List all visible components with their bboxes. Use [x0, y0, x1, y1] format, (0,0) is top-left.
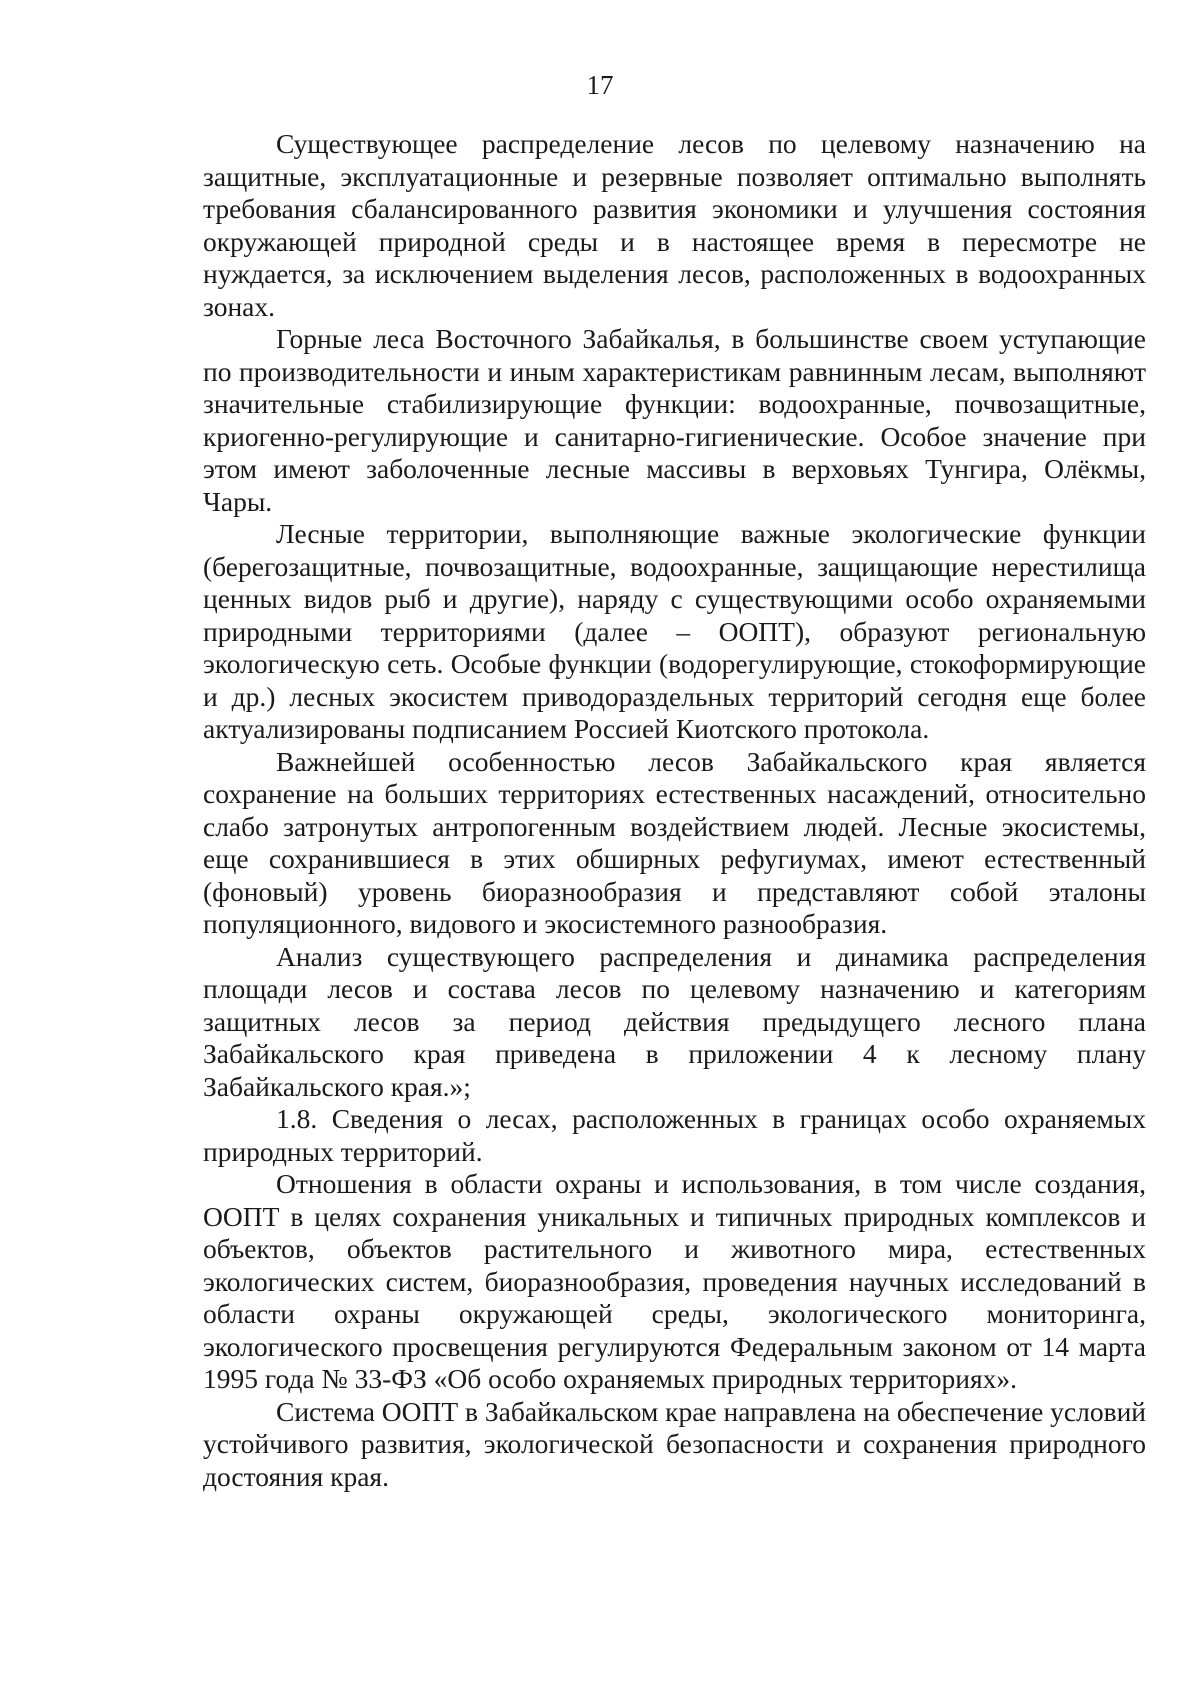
paragraph-mountain-forests: Горные леса Восточного Забайкалья, в большинстве своем уступающие по производительности и иным характеристикам равнинным лесам, выполняют значительные стабилизирующие функции: водоохранные, почвозащитные, криогенно-регулирующие и санитарно-гигиенические. Особое значение при этом имеют заболоченные лесные массивы в верховьях Тунгира, Олёкмы, Чары. [203, 323, 1146, 517]
document-body [203, 128, 1146, 1493]
section-heading-1-8: 1.8. Сведения о лесах, расположенных в границах особо охраняемых природных территорий. [203, 1103, 1146, 1167]
paragraph-ecological-network: Лесные территории, выполняющие важные экологические функции (берегозащитные, почвозащитные, водоохранные, защищающие нерестилища ценных видов рыб и другие), наряду с существующими особо охраняемыми природными территориями (далее – ООПТ), образуют региональную экологическую сеть. Особые функции (водорегулирующие, стокоформирующие и др.) лесных экосистем приводораздельных территорий сегодня еще более актуализированы подписанием Россией Киотского протокола. [203, 518, 1146, 744]
page-number: 17 [586, 70, 614, 100]
paragraph-oopt-system: Система ООПТ в Забайкальском крае направлена на обеспечение условий устойчивого развития, экологической безопасности и сохранения природного достояния края. [203, 1395, 1147, 1492]
paragraph-natural-stands: Важнейшей особенностью лесов Забайкальского края является сохранение на больших территориях естественных насаждений, относительно слабо затронутых антропогенным воздействием людей. Лесные экосистемы, еще сохранившиеся в этих обширных рефугиумах, имеют естественный (фоновый) уровень биоразнообразия и представляют собой эталоны популяционного, видового и экосистемного разнообразия. [203, 745, 1146, 939]
paragraph-forest-distribution: Существующее распределение лесов по целевому назначению на защитные, эксплуатационные и резервные позволяет оптимально выполнять требования сбалансированного развития экономики и улучшения состояния окружающей природной среды и в настоящее время в пересмотре не нуждается, за исключением выделения лесов, расположенных в водоохранных зонах. [203, 128, 1146, 322]
paragraph-distribution-analysis: Анализ существующего распределения и динамика распределения площади лесов и состава лесов по целевому назначению и категориям защитных лесов за период действия предыдущего лесного плана Забайкальского края приведена в приложении 4 к лесному плану Забайкальского края.»; [203, 940, 1146, 1102]
paragraph-oopt-legislation: Отношения в области охраны и использования, в том числе создания, ООПТ в целях сохранения уникальных и типичных природных комплексов и объектов, объектов растительного и животного мира, естественных экологических систем, биоразнообразия, проведения научных исследований в области охраны окружающей среды, экологического мониторинга, экологического просвещения регулируются Федеральным законом от 14 марта 1995 года № 33-ФЗ «Об особо охраняемых природных территориях». [203, 1168, 1146, 1394]
